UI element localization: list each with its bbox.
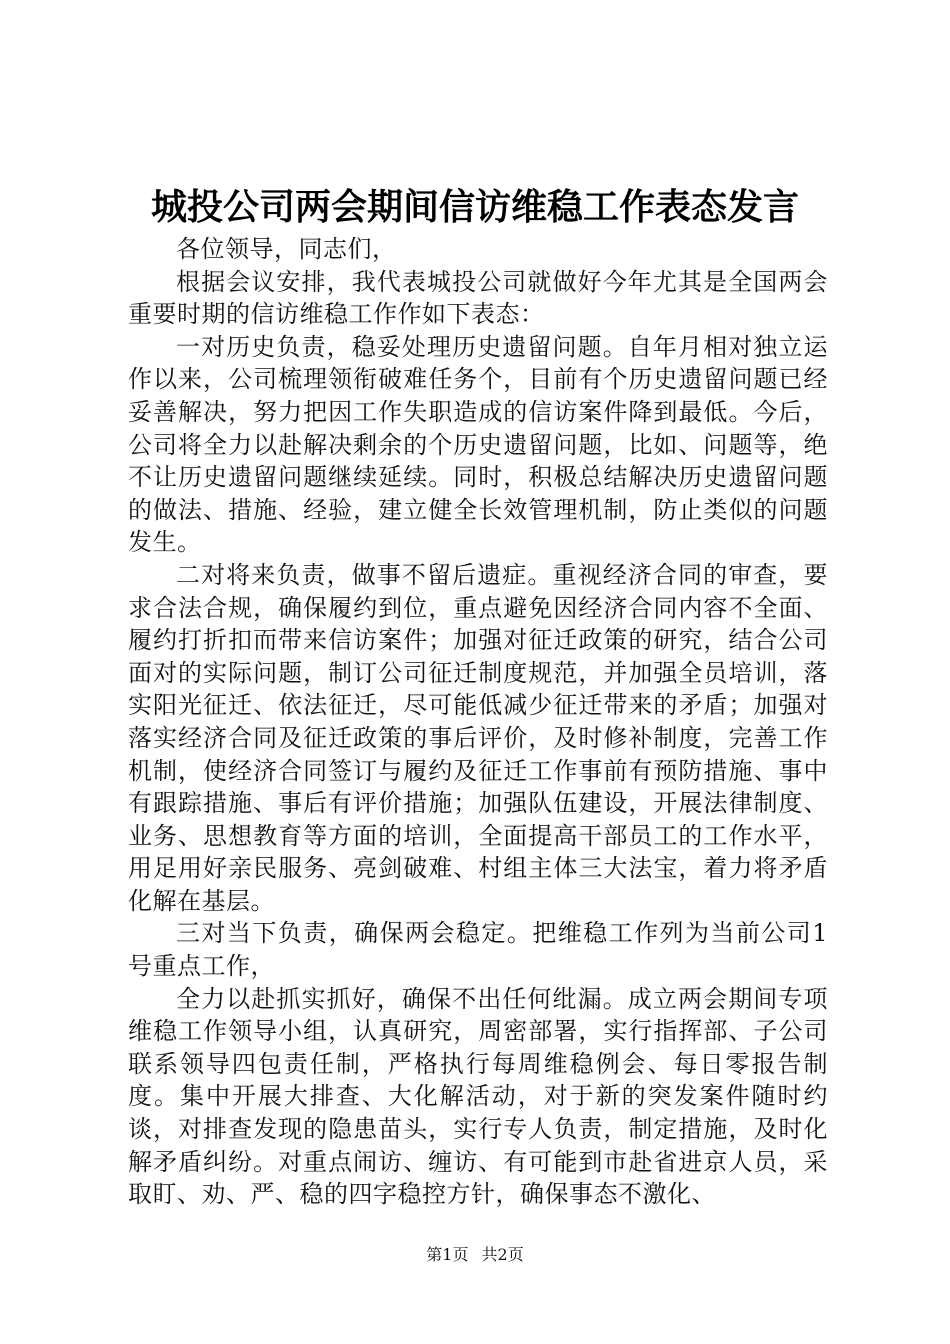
document-title: 城投公司两会期间信访维稳工作表态发言 (150, 187, 799, 228)
paragraph-point-three-detail: 全力以赴抓实抓好，确保不出任何纰漏。成立两会期间专项维稳工作领导小组，认真研究，周密部署，实行指挥部、子公司联系领导四包责任制，严格执行每周维稳例会、每日零报告制度。集中开展大排查、大化解活动，对于新的突发案件随时约谈，对排查发现的隐患苗头，实行专人负责，制定措施，及时化解矛盾纠纷。对重点闹访、缠访、有可能到市赴省进京人员，采取盯、劝、严、稳的四字稳控方针，确保事态不激化、 (128, 984, 828, 1209)
page-number-current: 第1页 (426, 1245, 469, 1264)
paragraph-point-one: 一对历史负责，稳妥处理历史遗留问题。自年月相对独立运作以来，公司梳理领衔破难任务个，目前有个历史遗留问题已经妥善解决，努力把因工作失职造成的信访案件降到最低。今后，公司将全力以赴解决剩余的个历史遗留问题，比如、问题等，绝不让历史遗留问题继续延续。同时，积极总结解决历史遗留问题的做法、措施、经验，建立健全长效管理机制，防止类似的问题发生。 (128, 332, 828, 557)
paragraph-point-two: 二对将来负责，做事不留后遗症。重视经济合同的审查，要求合法合规，确保履约到位，重点避免因经济合同内容不全面、履约打折扣而带来信访案件；加强对征迁政策的研究，结合公司面对的实际问题，制订公司征迁制度规范，并加强全员培训，落实阳光征迁、依法征迁，尽可能低减少征迁带来的矛盾；加强对落实经济合同及征迁政策的事后评价，及时修补制度，完善工作机制，使经济合同签订与履约及征迁工作事前有预防措施、事中有跟踪措施、事后有评价措施；加强队伍建设，开展法律制度、业务、思想教育等方面的培训，全面提高干部员工的工作水平，用足用好亲民服务、亮剑破难、村组主体三大法宝，着力将矛盾化解在基层。 (128, 560, 828, 915)
paragraph-greeting: 各位领导，同志们， (176, 235, 397, 263)
document-body (128, 233, 828, 1211)
page-number-total: 共2页 (481, 1245, 524, 1264)
paragraph-intro: 根据会议安排，我代表城投公司就做好今年尤其是全国两会重要时期的信访维稳工作作如下表态： (128, 267, 828, 329)
paragraph-point-three: 三对当下负责，确保两会稳定。把维稳工作列为当前公司1号重点工作， (128, 919, 828, 981)
page-footer (0, 1244, 950, 1266)
